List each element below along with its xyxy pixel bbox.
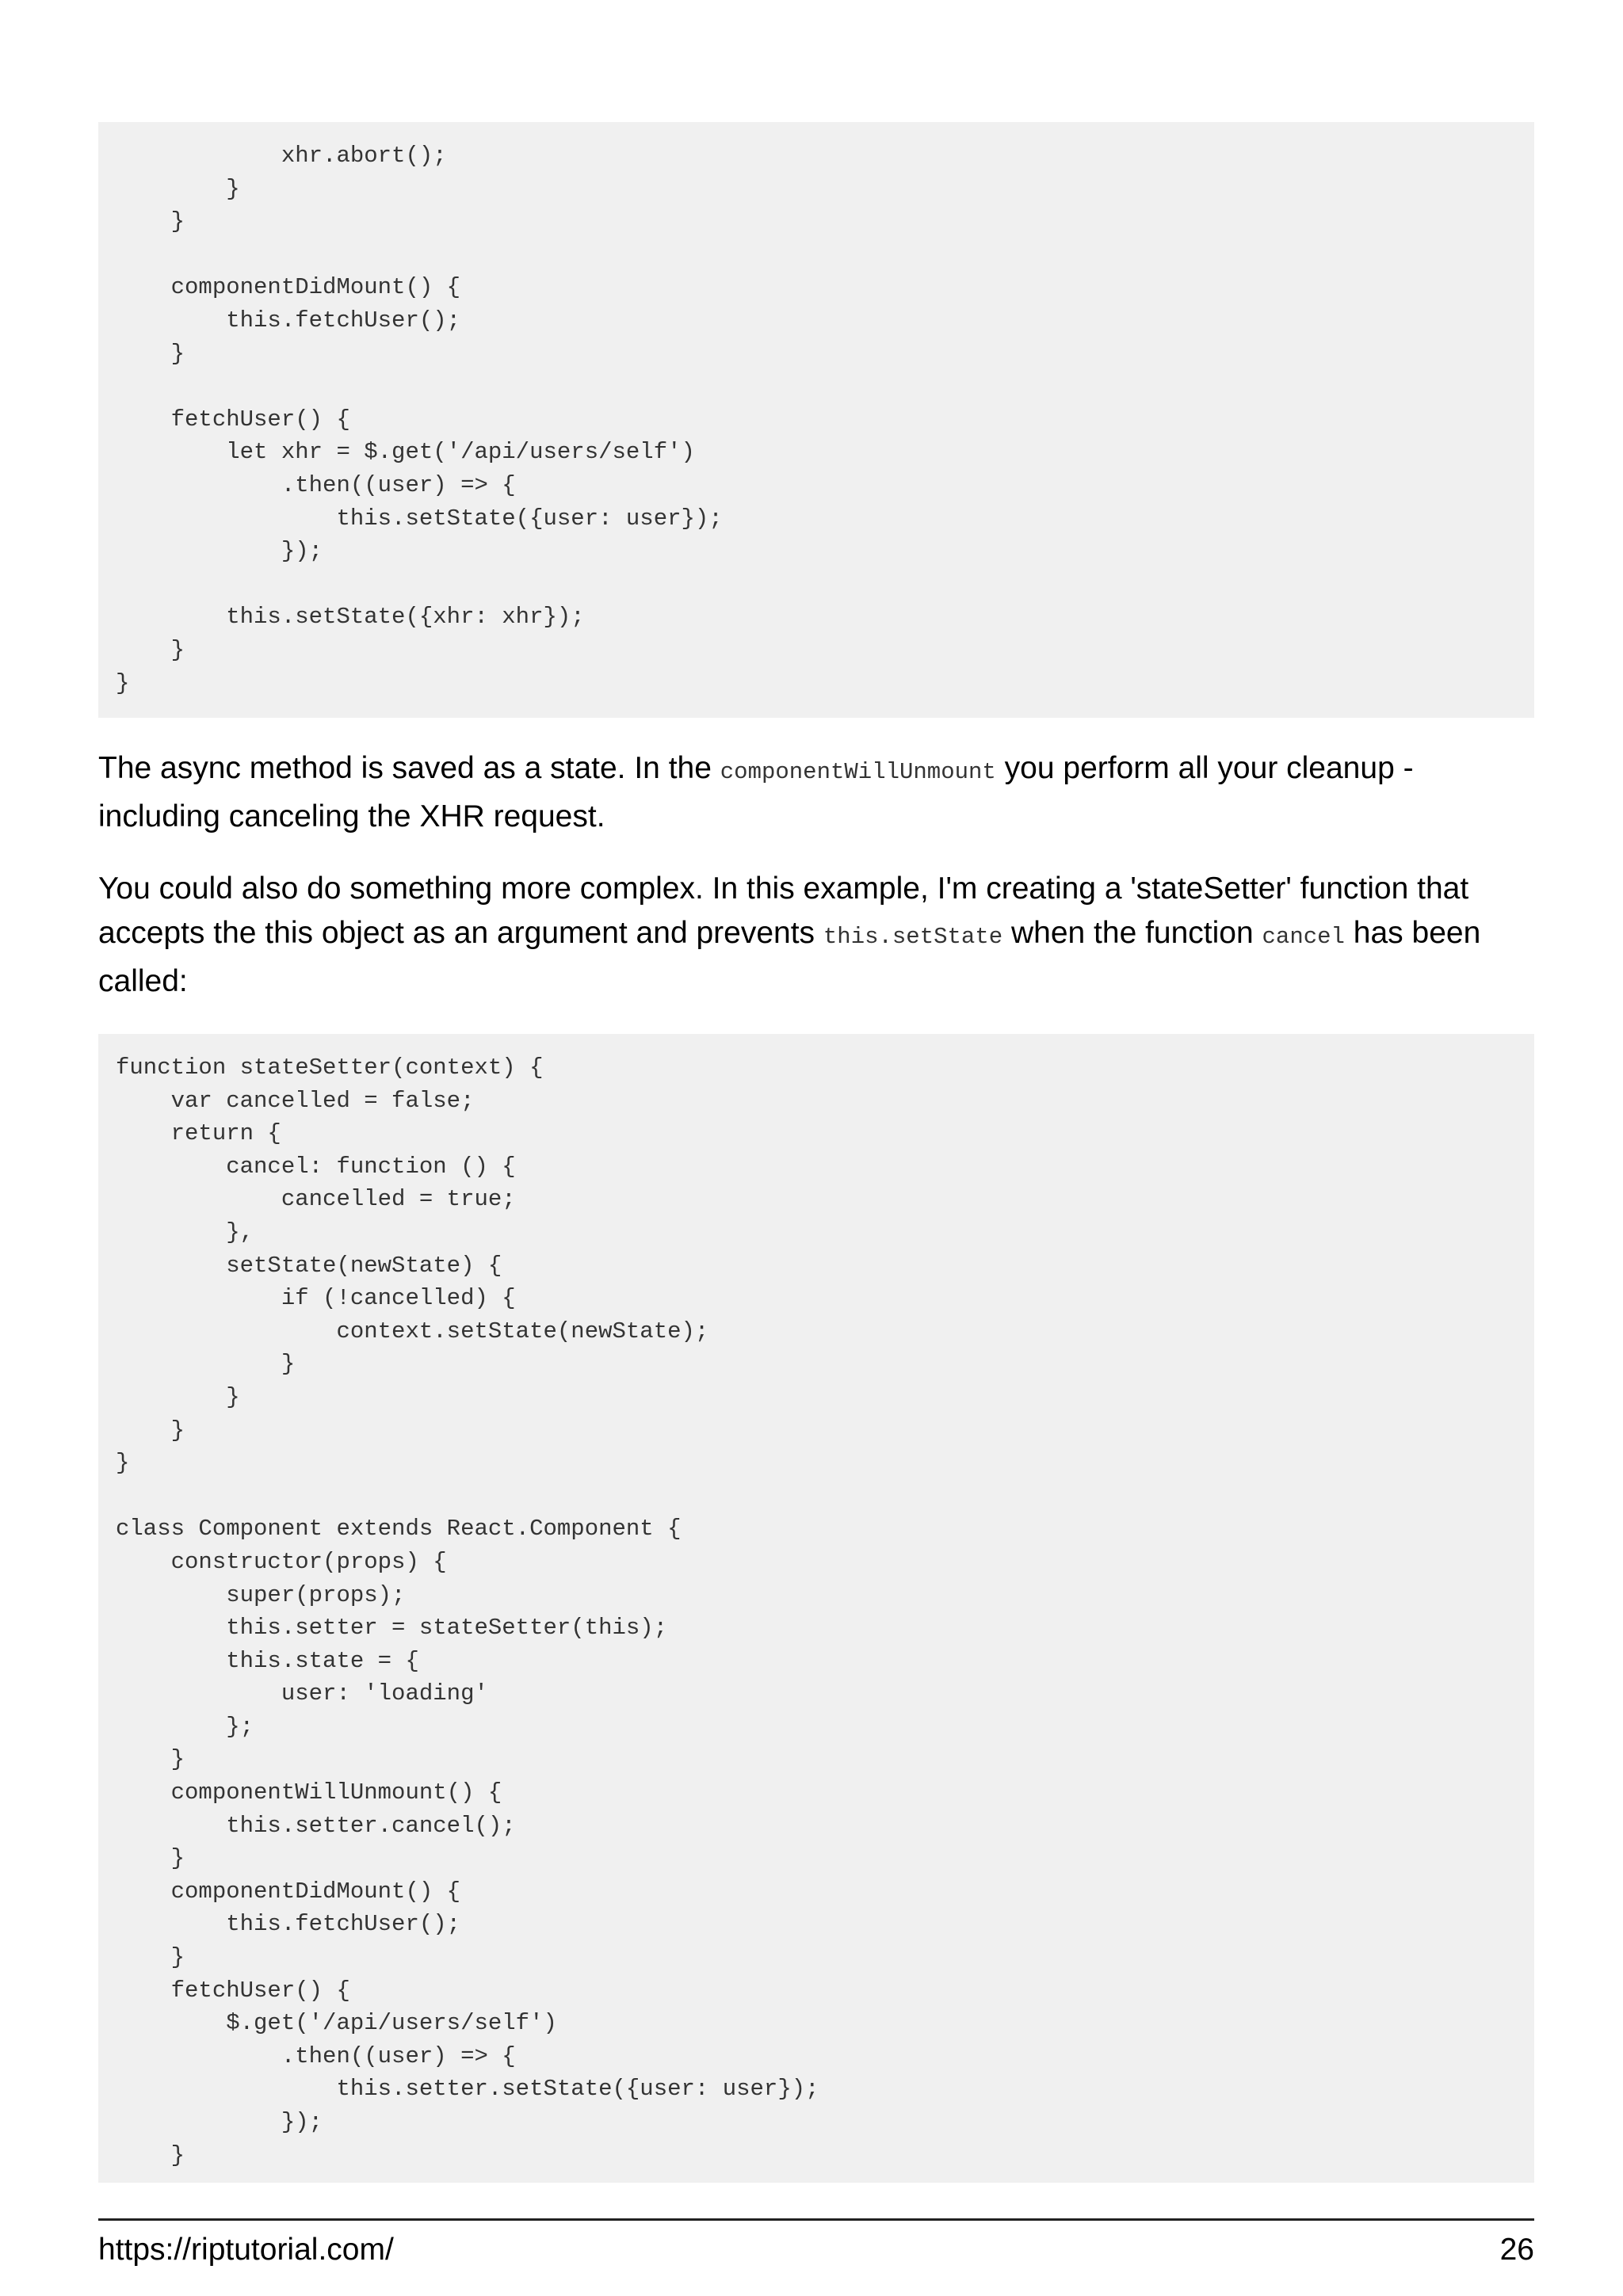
paragraph-state-setter [98, 867, 1534, 1004]
code-line: } [116, 208, 185, 235]
code-line: } [116, 1417, 185, 1444]
code-line: this.fetchUser(); [116, 1911, 461, 1938]
paragraph-text: has been called: [98, 916, 1481, 998]
code-line: } [116, 1351, 296, 1378]
inline-code-this-set-state: this.setState [823, 924, 1003, 950]
code-line: super(props); [116, 1581, 406, 1608]
paragraph-text: You could also do something more complex. In this example, I'm creating a 'stateSetter' function that accepts the this object as an argument and prevents [98, 871, 1469, 950]
code-line: .then((user) => { [116, 2042, 516, 2069]
code-line: } [116, 340, 185, 367]
code-line: } [116, 1845, 185, 1872]
code-line: class Component extends React.Component { [116, 1516, 682, 1543]
inline-code-component-will-unmount: componentWillUnmount [720, 759, 996, 785]
inline-code-cancel: cancel [1262, 924, 1345, 950]
code-line: user: 'loading' [116, 1680, 488, 1707]
code-line: var cancelled = false; [116, 1087, 475, 1114]
paragraph-async-state [98, 746, 1534, 839]
code-line: } [116, 1746, 185, 1773]
paragraph-text: The async method is saved as a state. In the [98, 751, 720, 785]
code-line: }, [116, 1219, 254, 1245]
code-line: } [116, 669, 130, 696]
code-line: xhr.abort(); [116, 143, 447, 169]
paragraph-text: you perform all your cleanup - including canceling the XHR request. [98, 751, 1414, 833]
code-line: setState(newState) { [116, 1252, 502, 1279]
code-line: this.state = { [116, 1647, 419, 1674]
code-line: componentDidMount() { [116, 274, 461, 301]
code-line: } [116, 1383, 240, 1410]
code-line: this.setter = stateSetter(this); [116, 1615, 668, 1642]
code-line: context.setState(newState); [116, 1318, 709, 1344]
code-line: componentWillUnmount() { [116, 1779, 502, 1806]
code-line: componentDidMount() { [116, 1878, 461, 1905]
footer-divider [98, 2218, 1534, 2221]
code-line: $.get('/api/users/self') [116, 2010, 557, 2037]
code-block-state-setter [98, 1034, 1534, 2183]
code-line: }; [116, 1713, 254, 1740]
code-line: this.fetchUser(); [116, 307, 461, 334]
code-line: fetchUser() { [116, 1977, 350, 2004]
code-line: }); [116, 2109, 323, 2135]
code-line: constructor(props) { [116, 1548, 447, 1575]
code-line: if (!cancelled) { [116, 1285, 516, 1312]
code-line: .then((user) => { [116, 471, 516, 498]
code-line: this.setter.setState({user: user}); [116, 2076, 819, 2103]
code-line: } [116, 2142, 185, 2168]
code-line: fetchUser() { [116, 406, 350, 433]
code-line: cancel: function () { [116, 1153, 516, 1180]
code-line: } [116, 175, 240, 202]
code-line: function stateSetter(context) { [116, 1055, 544, 1081]
page-number: 26 [1499, 2233, 1534, 2267]
code-line: return { [116, 1120, 281, 1147]
footer-url-link[interactable]: https://riptutorial.com/ [98, 2233, 394, 2267]
code-line: cancelled = true; [116, 1186, 516, 1213]
code-line: } [116, 1450, 130, 1477]
code-line: this.setter.cancel(); [116, 1812, 516, 1839]
code-block-fetch-user [98, 122, 1534, 718]
code-line: this.setState({xhr: xhr}); [116, 604, 585, 631]
code-line: }); [116, 538, 323, 565]
code-line: } [116, 636, 185, 663]
code-line: this.setState({user: user}); [116, 505, 723, 532]
code-line: } [116, 1944, 185, 1971]
paragraph-text: when the function [1002, 916, 1262, 950]
code-line: let xhr = $.get('/api/users/self') [116, 439, 695, 466]
